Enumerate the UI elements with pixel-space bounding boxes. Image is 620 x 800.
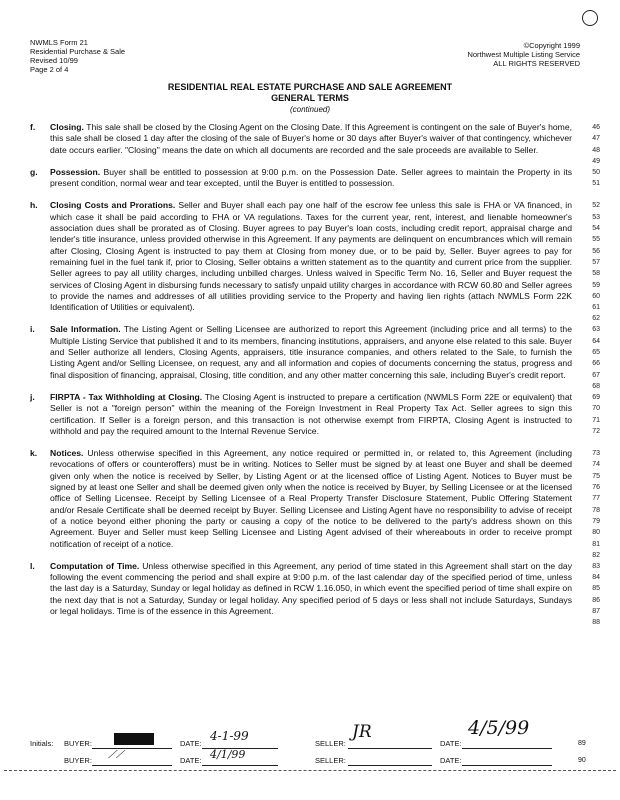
line-number-90: 90 [578, 757, 586, 764]
line-numbers [578, 324, 600, 392]
title-line-3: (continued) [289, 105, 331, 114]
section-body [50, 324, 572, 380]
line-number: 77 [592, 495, 600, 503]
section-body [50, 392, 572, 437]
form-name: Residential Purchase & Sale [30, 47, 126, 56]
title-line-1: RESIDENTIAL REAL ESTATE PURCHASE AND SALE AGREEMENT [167, 82, 453, 92]
document-title [0, 82, 620, 115]
section-text: Buyer shall be entitled to possession at 9:00 p.m. on the Possession Date. Seller agrees to maintain the Property in its present condition, normal wear and tear excepted, until the Buyer is entitled to possession. [50, 166, 572, 189]
section-text: The Closing Agent is instructed to prepare a certification (NWMLS Form 22E or equivalent) that Seller is not a "foreign person" within the meaning of the Foreign Investment in Real Property Tax Act. Seller agrees to sign this certification. If Seller is a foreign person, and this transaction is not otherwise exempt from FIRPTA, Closing Agent is instructed to withhold and pay the required amount to the Internal Revenue Service. [50, 391, 572, 436]
line-number: 78 [592, 506, 600, 514]
section-letter: f. [30, 122, 36, 132]
initials-label: Initials: [30, 739, 54, 748]
date-label-2: DATE: [440, 739, 462, 748]
line-number: 71 [592, 416, 600, 424]
line-number: 59 [592, 281, 600, 289]
line-number: 85 [592, 585, 600, 593]
form-id: NWMLS Form 21 [30, 38, 88, 47]
date-label-1: DATE: [180, 739, 202, 748]
form-header-left [30, 38, 125, 74]
section [30, 560, 600, 627]
line-number: 48 [592, 146, 600, 154]
section-heading: Sale Information. [50, 324, 121, 335]
line-number: 51 [592, 180, 600, 188]
section-body [50, 122, 572, 156]
general-terms-sections [30, 122, 600, 628]
title-line-2: GENERAL TERMS [271, 93, 349, 103]
line-number: 67 [592, 371, 600, 379]
line-number: 63 [592, 326, 600, 334]
line-number: 84 [592, 574, 600, 582]
line-number: 81 [592, 540, 600, 548]
section-heading: Closing Costs and Prorations. [50, 200, 176, 211]
seller-initials-handwritten: JR [352, 722, 372, 742]
section [30, 122, 600, 165]
buyer-2-initials-handwritten: ⟋⟋ [108, 748, 124, 761]
line-number: 87 [592, 607, 600, 615]
page-corner-mark [582, 10, 598, 26]
buyer-date-2-handwritten: 4/1/99 [210, 748, 246, 761]
seller-date-1-handwritten: 4/5/99 [468, 717, 530, 739]
line-numbers [578, 448, 600, 561]
line-number: 64 [592, 337, 600, 345]
section [30, 448, 600, 559]
section-heading: Possession. [50, 166, 101, 177]
line-number: 88 [592, 619, 600, 627]
line-number: 79 [592, 517, 600, 525]
line-number: 86 [592, 596, 600, 604]
section-body [50, 561, 572, 617]
section-heading: Closing. [50, 122, 84, 132]
date-label-4: DATE: [440, 756, 462, 765]
section-body [50, 167, 572, 190]
section-heading: Computation of Time. [50, 560, 140, 571]
buyer-label-1: BUYER: [64, 739, 92, 748]
line-number: 70 [592, 405, 600, 413]
section-letter: j. [30, 391, 35, 402]
line-number: 53 [592, 213, 600, 221]
section-text: Unless otherwise specified in this Agreement, any period of time stated in this Agreement shall start on the day following the event commencing the period and shall expire at 9:00 p.m. of the last calendar day of the specified period of time, unless the last day is a Saturday, Sunday or legal holiday as defined in RCW 1.16.050, in which event the specified period of time shall expire on the next day that is not a Saturday, Sunday or legal holiday. Any specified period of 5 days or less shall not include Saturdays, Sundays or legal holidays. Time is of the essence in this Agreement. [50, 560, 572, 616]
bottom-rule [4, 770, 616, 771]
section [30, 200, 600, 323]
seller-initials-line-2 [348, 755, 432, 770]
section-heading: FIRPTA - Tax Withholding at Closing. [50, 391, 203, 402]
buyer-initials-line-2 [92, 755, 172, 770]
line-number: 50 [592, 168, 600, 176]
section-text: Unless otherwise specified in this Agreement, any notice required or permitted in, or related to, this Agreement (including revocations of offers or counteroffers) must be in writing. Notices to Seller must be signed by at least one Buyer and shall be deemed given only when the notice is received by Seller, by Listing Agent or at the licensed office of Listing Agent. Notices to Buyer must be signed by at least one Seller and shall be deemed given only when the notice is received by Buyer, by Selling Licensee or at the licensed office of Selling Licensee. Receipt by Selling Licensee of a Real Property Transfer Disclosure Statement, Public Offering Statement and/or Resale Certificate shall be deemed receipt by Buyer. Selling Licensee and Listing Agent have no responsibility to advise of receipt of a notice beyond either phoning the party or causing a copy of the notice to be delivered to the party's address shown on this Agreement. Buyer and Seller must keep Selling Licensee and Listing Agent advised of their whereabouts in order to receive prompt notification of receipt of a notice. [50, 448, 572, 549]
redaction-box [114, 733, 154, 745]
line-number: 75 [592, 472, 600, 480]
form-revision: Revised 10/99 [30, 56, 78, 65]
initials-row-2 [30, 748, 600, 770]
line-numbers [578, 167, 600, 190]
line-number: 58 [592, 270, 600, 278]
line-numbers [578, 561, 600, 629]
rights: ALL RIGHTS RESERVED [493, 59, 580, 68]
line-number: 83 [592, 562, 600, 570]
line-number: 49 [592, 157, 600, 165]
line-number: 73 [592, 450, 600, 458]
line-number-89: 89 [578, 740, 586, 747]
line-number: 68 [592, 382, 600, 390]
section-text: Seller and Buyer shall each pay one half of the escrow fee unless this sale is FHA or VA financed, in which case it shall be paid according to FHA or VA regulations. Taxes for the current year, rent, interest, and lienable homeowner's association dues shall be prorated as of Closing. Buyer agrees to pay Buyer's loan costs, including credit report, appraisal charge and lender's title insurance, unless provided otherwise in this Agreement. If any payments are delinquent on encumbrances which will remain after Closing, Closing Agent is instructed to pay them at Closing from money due, or to be paid by, Seller. Buyer agrees to pay for remaining fuel in the fuel tank if, prior to Closing, Seller obtains a written statement as to the quantity and current price from the supplier. Seller agrees to pay all utility charges, including unbilled charges. Unless waived in Specific Term No. 16, Seller and Buyer request the services of Closing Agent in disbursing funds necessary to satisfy unpaid utility charges in accordance with RCW 60.80 and Seller agrees to provide the names and addresses of all utilities providing service to the Property and having lien rights (attach NWMLS Form 22K Identification of Utilities or equivalent). [50, 200, 572, 313]
line-number: 72 [592, 427, 600, 435]
seller-label-2: SELLER: [315, 756, 346, 765]
line-number: 54 [592, 225, 600, 233]
page-number: Page 2 of 4 [30, 65, 69, 74]
line-number: 52 [592, 202, 600, 210]
line-number: 55 [592, 236, 600, 244]
initials-block [30, 717, 600, 770]
section-letter: i. [30, 324, 35, 335]
seller-date-line-1 [462, 738, 552, 753]
section-letter: h. [30, 200, 38, 211]
section-letter: k. [30, 448, 38, 459]
section-heading: Notices. [50, 448, 84, 459]
section [30, 167, 600, 190]
line-number: 76 [592, 484, 600, 492]
line-number: 56 [592, 247, 600, 255]
line-number: 80 [592, 529, 600, 537]
line-number: 65 [592, 349, 600, 357]
section-text: This sale shall be closed by the Closing Agent on the Closing Date. If this Agreement is contingent on the sale of Buyer's home, this sale shall be closed 1 day after the closing of the sale of Buyer's home or 30 days after Buyer's waiver of that contingency, whichever date occurs earlier. "Closing" means the date on which all documents are recorded and the sale proceeds are available to Seller. [50, 122, 572, 155]
buyer-date-1-handwritten: 4-1-99 [210, 729, 249, 743]
line-numbers [578, 200, 600, 324]
line-numbers [578, 392, 600, 437]
copyright: ©Copyright 1999 [523, 41, 580, 50]
section [30, 324, 600, 390]
line-number: 66 [592, 360, 600, 368]
section [30, 392, 600, 437]
seller-label-1: SELLER: [315, 739, 346, 748]
line-number: 47 [592, 135, 600, 143]
section-body [50, 448, 572, 550]
line-number: 69 [592, 393, 600, 401]
line-number: 62 [592, 315, 600, 323]
buyer-label-2: BUYER: [64, 756, 92, 765]
line-number: 46 [592, 124, 600, 131]
section-letter: l. [30, 560, 35, 571]
line-number: 74 [592, 461, 600, 469]
publisher: Northwest Multiple Listing Service [467, 50, 580, 59]
seller-date-line-2 [462, 755, 552, 770]
section-text: The Listing Agent or Selling Licensee are authorized to report this Agreement (including price and all terms) to the Multiple Listing Service that published it and to its members, financing institutions, appraisers, and anyone else related to this sale. Buyer and Seller authorize all lenders, Closing Agents, appraisers, title insurance companies, and others related to the Sale, to furnish the Listing Agent and/or Selling Licensee, on request, any and all information and copies of documents concerning the status, progress and final disposition of financing, appraisal, Closing, title condition, and any other matter concerning this sale, including Buyer's credit report. [50, 324, 572, 380]
section-letter: g. [30, 166, 38, 177]
line-numbers [578, 122, 600, 167]
date-label-3: DATE: [180, 756, 202, 765]
line-number: 61 [592, 304, 600, 312]
line-number: 82 [592, 551, 600, 559]
line-number: 60 [592, 292, 600, 300]
line-number: 57 [592, 258, 600, 266]
section-body [50, 200, 572, 313]
form-header-right [467, 41, 580, 68]
